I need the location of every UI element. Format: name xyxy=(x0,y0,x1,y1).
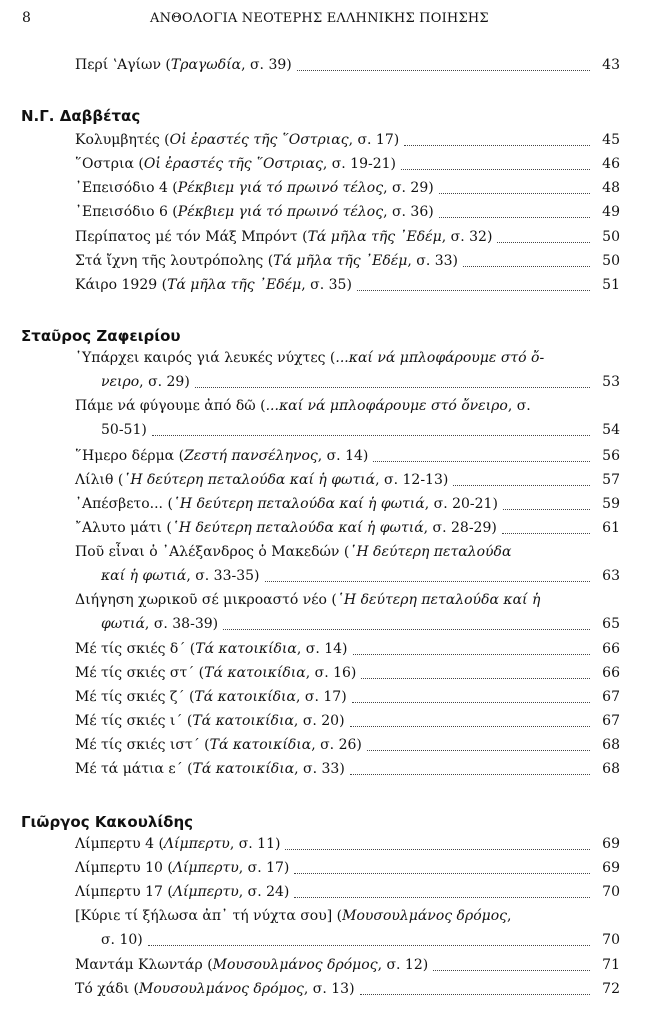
page-reference: , xyxy=(507,908,512,924)
entry-continuation xyxy=(101,932,143,948)
dot-leader xyxy=(297,70,590,71)
entry-title-line: Μέ τίς σκιές στ΄ (Τά κατοικίδια, σ. 16) xyxy=(75,665,357,681)
poem-title: Μαντάμ Κλωντάρ xyxy=(75,957,203,973)
poem-title: Λίμπερτυ 10 xyxy=(75,860,163,876)
page-number-ref: 45 xyxy=(602,132,620,148)
entry-title-line: Περί ʽΑγίων (Τραγωδία, σ. 39) xyxy=(75,57,292,73)
dot-leader xyxy=(401,169,590,170)
dot-leader xyxy=(433,970,590,971)
page-reference: , σ. 32) xyxy=(441,229,493,245)
page-reference: , σ. 11) xyxy=(229,836,281,852)
page-number-ref: 43 xyxy=(602,57,620,73)
source-book: ῾Η δεύτερη πεταλούδα καί ἡ φωτιά xyxy=(172,496,425,512)
entry-title-line xyxy=(75,544,511,560)
entry-continuation xyxy=(101,374,190,390)
page-number-ref: 50 xyxy=(602,229,620,245)
poem-title: Διήγηση χωρικοῦ σέ μικροαστό νέο ( xyxy=(75,592,337,608)
page-number-ref: 72 xyxy=(602,981,620,997)
poem-title: Μέ τίς σκιές ι΄ xyxy=(75,713,183,729)
source-book: Ρέκβιεμ γιά τό πρωινό τέλος xyxy=(177,204,384,220)
page-reference: , σ. 20-21) xyxy=(424,496,498,512)
page-reference: , σ. 19-21) xyxy=(322,156,396,172)
source-book: Τά μῆλα τῆς ᾽Εδέμ xyxy=(273,253,408,269)
poem-title: ᾽Επεισόδιο 6 xyxy=(75,204,168,220)
entry-title-line: Κάιρο 1929 (Τά μῆλα τῆς ᾽Εδέμ, σ. 35) xyxy=(75,277,352,293)
poem-title: ᾽Επεισόδιο 4 xyxy=(75,180,168,196)
entry-title-line xyxy=(75,350,544,366)
author-heading: Γιῶργος Κακουλίδης xyxy=(21,813,194,831)
entry-title-line xyxy=(75,398,531,414)
poem-title: Ποῦ εἶναι ὁ ᾽Αλέξανδρος ὁ Μακεδών ( xyxy=(75,544,350,560)
dot-leader xyxy=(294,897,590,898)
entry-title-line: Στά ἴχνη τῆς λουτρόπολης (Τά μῆλα τῆς ᾽Εδέμ, σ. 33) xyxy=(75,253,459,269)
source-book-continued: καί ἡ φωτιά xyxy=(101,568,187,584)
page-reference: , σ. 38-39) xyxy=(144,616,219,632)
page-reference: , σ. 28-29) xyxy=(423,520,497,536)
page-reference: , σ. 14) xyxy=(296,641,348,657)
source-book: Τά κατοικίδια xyxy=(192,713,294,729)
entry-title-line: ῞Οστρια (Οἱ ἐραστές τῆς ῞Οστριας, σ. 19-21) xyxy=(75,156,396,172)
poem-title: ᾽Απέσβετο... xyxy=(75,496,163,512)
page-number-ref: 69 xyxy=(602,860,620,876)
poem-title: Περίπατος μέ τόν Μάξ Μπρόντ xyxy=(75,229,298,245)
dot-leader xyxy=(360,994,590,995)
page-number-ref: 68 xyxy=(602,737,620,753)
entry-title-line xyxy=(75,592,540,608)
page-number-ref: 68 xyxy=(602,761,620,777)
poem-title: Μέ τίς σκιές ιστ΄ xyxy=(75,737,200,753)
dot-leader xyxy=(503,509,590,510)
entry-title-line: Λίμπερτυ 10 (Λίμπερτυ, σ. 17) xyxy=(75,860,290,876)
page-reference: , σ. 33) xyxy=(407,253,459,269)
poem-title: Στά ἴχνη τῆς λουτρόπολης xyxy=(75,253,264,269)
page-number-ref: 57 xyxy=(602,472,620,488)
source-book: Οἱ ἐραστές τῆς ῞Οστριας xyxy=(169,132,349,148)
dot-leader xyxy=(453,485,590,486)
entry-title-line: Μέ τίς σκιές ι΄ (Τά κατοικίδια, σ. 20) xyxy=(75,713,345,729)
entry-title-line: ᾽Απέσβετο... (῾Η δεύτερη πεταλούδα καί ἡ φωτιά, σ. 20-21) xyxy=(75,496,498,512)
source-book: Τά κατοικίδια xyxy=(194,689,297,705)
page-number-ref: 67 xyxy=(602,713,620,729)
page-reference: , σ. 17) xyxy=(348,132,400,148)
page-number-ref: 50 xyxy=(602,253,620,269)
dot-leader xyxy=(361,678,590,679)
source-book: ῾Η δεύτερη πεταλούδα καί ἡ φωτιά xyxy=(123,472,376,488)
entry-continuation xyxy=(101,422,147,438)
dot-leader xyxy=(294,873,590,874)
page-reference: , σ. 17) xyxy=(296,689,347,705)
dot-leader xyxy=(148,945,590,946)
source-book: ...καί νά μπλοφάρουμε στό ὄνειρο xyxy=(265,398,508,414)
dot-leader xyxy=(373,461,590,462)
entry-title-line: Περίπατος μέ τόν Μάξ Μπρόντ (Τά μῆλα τῆς ᾽Εδέμ, σ. 32) xyxy=(75,229,493,245)
source-book: Τά κατοικίδια xyxy=(204,665,306,681)
source-book: ῾Η δεύτερη πεταλούδα καί ἡ xyxy=(336,592,541,608)
page-reference: , σ. 12) xyxy=(377,957,429,973)
entry-title-line: Μαντάμ Κλωντάρ (Μουσουλμάνος δρόμος, σ. 12) xyxy=(75,957,429,973)
source-book: Λίμπερτυ xyxy=(172,884,239,900)
source-book: Οἱ ἐραστές τῆς ῞Οστριας xyxy=(143,156,323,172)
page-reference: , σ. xyxy=(507,398,531,414)
entry-continuation xyxy=(101,568,260,584)
source-book: Τά κατοικίδια xyxy=(192,761,295,777)
source-book: Λίμπερτυ xyxy=(163,836,230,852)
source-book: Ζεστή πανσέληνος xyxy=(184,448,318,464)
dot-leader xyxy=(404,145,590,146)
page-number-ref: 49 xyxy=(602,204,620,220)
dot-leader xyxy=(353,654,590,655)
entry-title-line: ᾽Επεισόδιο 4 (Ρέκβιεμ γιά τό πρωινό τέλος, σ. 29) xyxy=(75,180,434,196)
page-reference: , σ. 17) xyxy=(238,860,290,876)
page-number-ref: 48 xyxy=(602,180,620,196)
dot-leader xyxy=(439,217,590,218)
source-book: Τά κατοικίδια xyxy=(209,737,312,753)
source-book: Λίμπερτυ xyxy=(172,860,239,876)
entry-title-line: Μέ τίς σκιές ζ΄ (Τά κατοικίδια, σ. 17) xyxy=(75,689,347,705)
page-reference: , σ. 35) xyxy=(301,277,352,293)
page-number-ref: 69 xyxy=(602,836,620,852)
page-number-ref: 53 xyxy=(602,374,620,390)
dot-leader xyxy=(195,387,590,388)
entry-title-line: Μέ τά μάτια ε΄ (Τά κατοικίδια, σ. 33) xyxy=(75,761,345,777)
page-reference: , σ. 29) xyxy=(383,180,434,196)
source-book: Μουσουλμάνος δρόμος xyxy=(139,981,304,997)
poem-title: ῎Αλυτο μάτι xyxy=(75,520,162,536)
page-reference: , σ. 29) xyxy=(139,374,190,390)
dot-leader xyxy=(350,774,590,775)
page-number-ref: 59 xyxy=(602,496,620,512)
source-book: Τά μῆλα τῆς ᾽Εδέμ xyxy=(167,277,302,293)
page-number-ref: 66 xyxy=(602,641,620,657)
entry-title-line: Λίμπερτυ 17 (Λίμπερτυ, σ. 24) xyxy=(75,884,290,900)
poem-title: ῾Υπάρχει καιρός γιά λευκές νύχτες ( xyxy=(75,350,336,366)
poem-title: Περί ʽΑγίων xyxy=(75,57,161,73)
page-number-ref: 71 xyxy=(602,957,620,973)
poem-title: Πάμε νά φύγουμε ἀπό δῶ ( xyxy=(75,398,266,414)
page-reference: , σ. 16) xyxy=(305,665,357,681)
poem-title: [Κύριε τί ξήλωσα ἀπ᾽ τή νύχτα σου] ( xyxy=(75,908,343,924)
source-book: Τραγωδία xyxy=(170,57,242,73)
poem-title: Τό χάδι xyxy=(75,981,130,997)
dot-leader xyxy=(152,435,590,436)
poem-title: Μέ τίς σκιές δ΄ xyxy=(75,641,186,657)
source-book: ῾Η δεύτερη πεταλούδα xyxy=(349,544,512,560)
entry-title-line: Μέ τίς σκιές ιστ΄ (Τά κατοικίδια, σ. 26) xyxy=(75,737,362,753)
page-number-ref: 66 xyxy=(602,665,620,681)
page-number-ref: 54 xyxy=(602,422,620,438)
poem-title: Μέ τά μάτια ε΄ xyxy=(75,761,183,777)
page-number-ref: 46 xyxy=(602,156,620,172)
page-number: 8 xyxy=(22,10,31,26)
page-reference: , σ. 26) xyxy=(311,737,362,753)
dot-leader xyxy=(350,726,590,727)
dot-leader xyxy=(502,533,590,534)
entry-title-line: Λίμπερτυ 4 (Λίμπερτυ, σ. 11) xyxy=(75,836,281,852)
page-number-ref: 61 xyxy=(602,520,620,536)
dot-leader xyxy=(367,750,590,751)
dot-leader xyxy=(439,193,590,194)
running-title: ΑΝΘΟΛΟΓΙΑ ΝΕΟΤΕΡΗΣ ΕΛΛΗΝΙΚΗΣ ΠΟΙΗΣΗΣ xyxy=(150,11,489,26)
entry-title-line: ῎Αλυτο μάτι (῾Η δεύτερη πεταλούδα καί ἡ φωτιά, σ. 28-29) xyxy=(75,520,497,536)
source-book: Ρέκβιεμ γιά τό πρωινό τέλος xyxy=(177,180,384,196)
page-reference: , σ. 12-13) xyxy=(375,472,449,488)
page-reference: , σ. 14) xyxy=(317,448,369,464)
poem-title: Λίλιθ xyxy=(75,472,114,488)
source-book: Μουσουλμάνος δρόμος xyxy=(342,908,507,924)
poem-title: ῞Ημερο δέρμα xyxy=(75,448,175,464)
source-book-continued: νειρο xyxy=(101,374,140,390)
entry-title-line: ᾽Επεισόδιο 6 (Ρέκβιεμ γιά τό πρωινό τέλος, σ. 36) xyxy=(75,204,434,220)
page-number-ref: 56 xyxy=(602,448,620,464)
page-number-ref: 65 xyxy=(602,616,620,632)
page-number-ref: 70 xyxy=(602,932,620,948)
poem-title: Κάιρο 1929 xyxy=(75,277,158,293)
entry-continuation xyxy=(101,616,218,632)
page-number-ref: 67 xyxy=(602,689,620,705)
dot-leader xyxy=(285,849,590,850)
running-header xyxy=(22,10,627,30)
poem-title: Κολυμβητές xyxy=(75,132,160,148)
page-reference: , σ. 33) xyxy=(294,761,345,777)
poem-title: ῞Οστρια xyxy=(75,156,134,172)
page-reference: σ. 10) xyxy=(101,932,143,948)
page-number-ref: 51 xyxy=(602,277,620,293)
source-book: Μουσουλμάνος δρόμος xyxy=(212,957,378,973)
poem-title: Λίμπερτυ 17 xyxy=(75,884,163,900)
source-book: Τά κατοικίδια xyxy=(195,641,297,657)
page-reference: , σ. 24) xyxy=(238,884,290,900)
entry-title-line xyxy=(75,908,511,924)
page-reference: , σ. 33-35) xyxy=(186,568,260,584)
page-number-ref: 70 xyxy=(602,884,620,900)
source-book: ...καί νά μπλοφάρουμε στό ὄ- xyxy=(335,350,545,366)
page-reference: , σ. 20) xyxy=(293,713,345,729)
author-heading: Ν.Γ. Δαββέτας xyxy=(21,107,141,125)
page-number-ref: 63 xyxy=(602,568,620,584)
author-heading: Σταῦρος Ζαφειρίου xyxy=(21,327,181,345)
page-reference: , σ. 36) xyxy=(383,204,434,220)
poem-title: Μέ τίς σκιές στ΄ xyxy=(75,665,195,681)
source-book: ῾Η δεύτερη πεταλούδα καί ἡ φωτιά xyxy=(171,520,424,536)
entry-title-line: ῞Ημερο δέρμα (Ζεστή πανσέληνος, σ. 14) xyxy=(75,448,369,464)
page-reference: , σ. 13) xyxy=(303,981,355,997)
poem-title: Λίμπερτυ 4 xyxy=(75,836,154,852)
entry-title-line: Τό χάδι (Μουσουλμάνος δρόμος, σ. 13) xyxy=(75,981,355,997)
source-book-continued: φωτιά xyxy=(101,616,145,632)
poem-title: Μέ τίς σκιές ζ΄ xyxy=(75,689,185,705)
dot-leader xyxy=(497,242,590,243)
page-reference: , σ. 39) xyxy=(241,57,292,73)
entry-title-line: Κολυμβητές (Οἱ ἐραστές τῆς ῞Οστριας, σ. 17) xyxy=(75,132,400,148)
dot-leader xyxy=(357,290,590,291)
dot-leader xyxy=(223,629,590,630)
dot-leader xyxy=(463,266,590,267)
entry-title-line: Μέ τίς σκιές δ΄ (Τά κατοικίδια, σ. 14) xyxy=(75,641,348,657)
entry-title-line: Λίλιθ (῾Η δεύτερη πεταλούδα καί ἡ φωτιά, σ. 12-13) xyxy=(75,472,449,488)
page-reference: 50-51) xyxy=(101,422,147,438)
source-book: Τά μῆλα τῆς ᾽Εδέμ xyxy=(307,229,442,245)
dot-leader xyxy=(265,581,590,582)
dot-leader xyxy=(352,702,590,703)
